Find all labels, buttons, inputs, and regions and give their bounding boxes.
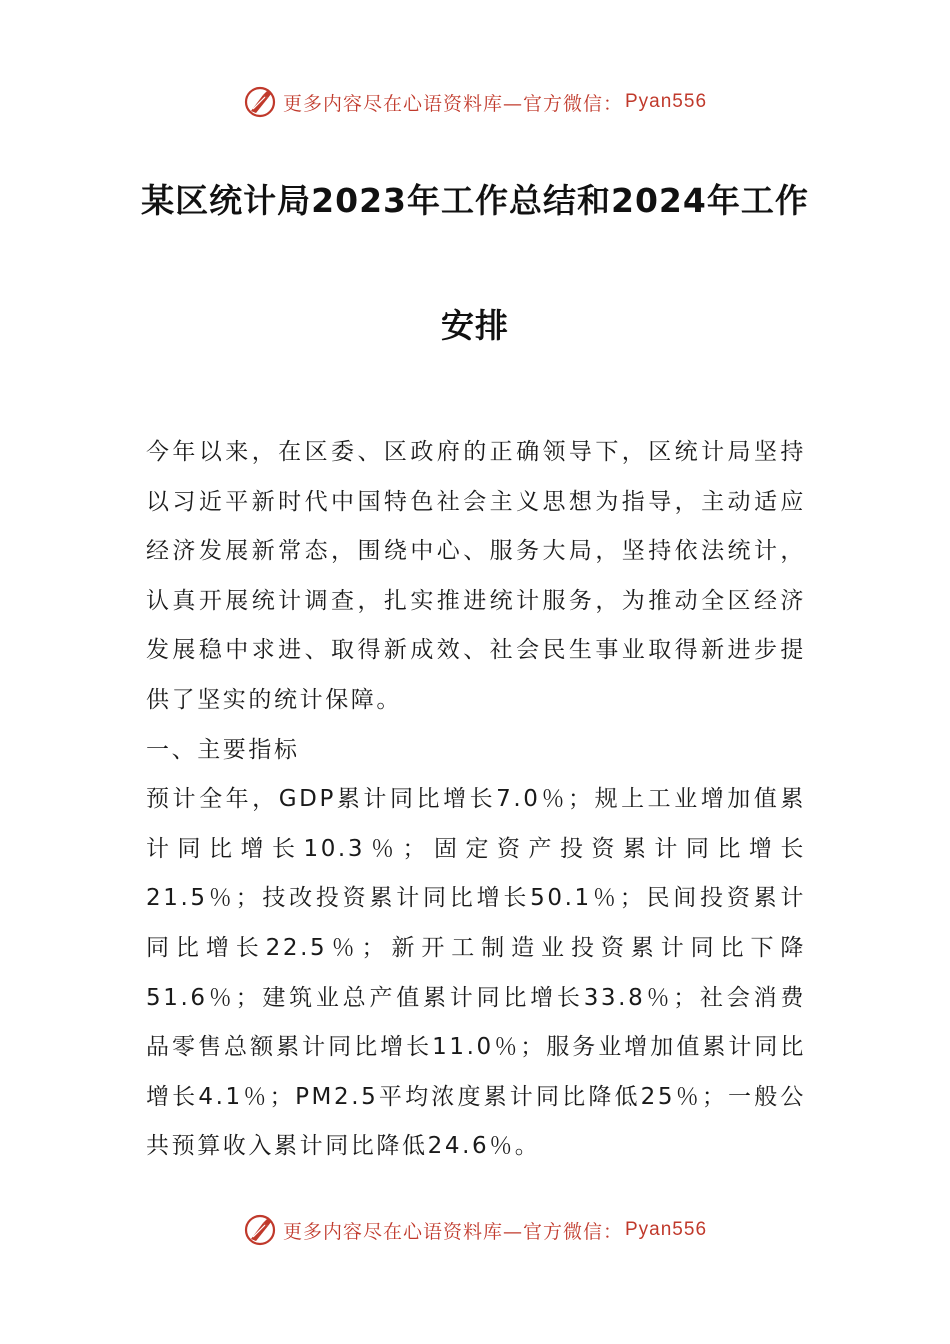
watermark-wechat-id: Pyan556 [625, 1219, 708, 1240]
pen-nib-logo-icon [243, 85, 277, 119]
document-title-line-1: 某区统计局2023年工作总结和2024年工作 [141, 181, 809, 220]
document-title-line-2: 安排 [441, 306, 509, 345]
watermark-text: 更多内容尽在心语资料库—官方微信： [282, 92, 623, 115]
watermark-wechat-id: Pyan556 [625, 91, 708, 112]
section-heading: 一、主要指标 [146, 736, 300, 763]
footer-watermark [0, 1208, 950, 1252]
watermark-text: 更多内容尽在心语资料库—官方微信： [282, 1220, 623, 1243]
intro-paragraph: 今年以来，在区委、区政府的正确领导下，区统计局坚持以习近平新时代中国特色社会主义思想为指导，主动适应经济发展新常态，围绕中心、服务大局，坚持依法统计，认真开展统计调查，扎实推进统计服务，为推动全区经济发展稳中求进、取得新成效、社会民生事业取得新进步提供了坚实的统计保障。 [146, 439, 806, 713]
indicators-paragraph: 预计全年，GDP累计同比增长7.0％；规上工业增加值累计同比增长10.3％；固定资产投资累计同比增长21.5％；技改投资累计同比增长50.1％；民间投资累计同比增长22.5％；新开工制造业投资累计同比下降51.6％；建筑业总产值累计同比增长33.8％；社会消费品零售总额累计同比增长11.0％；服务业增加值累计同比增长4.1％；PM2.5平均浓度累计同比降低25％；一般公共预算收入累计同比降低24.6％。 [146, 786, 806, 1160]
header-watermark [0, 80, 950, 124]
document-body [146, 428, 806, 1172]
pen-nib-logo-icon [243, 1213, 277, 1247]
